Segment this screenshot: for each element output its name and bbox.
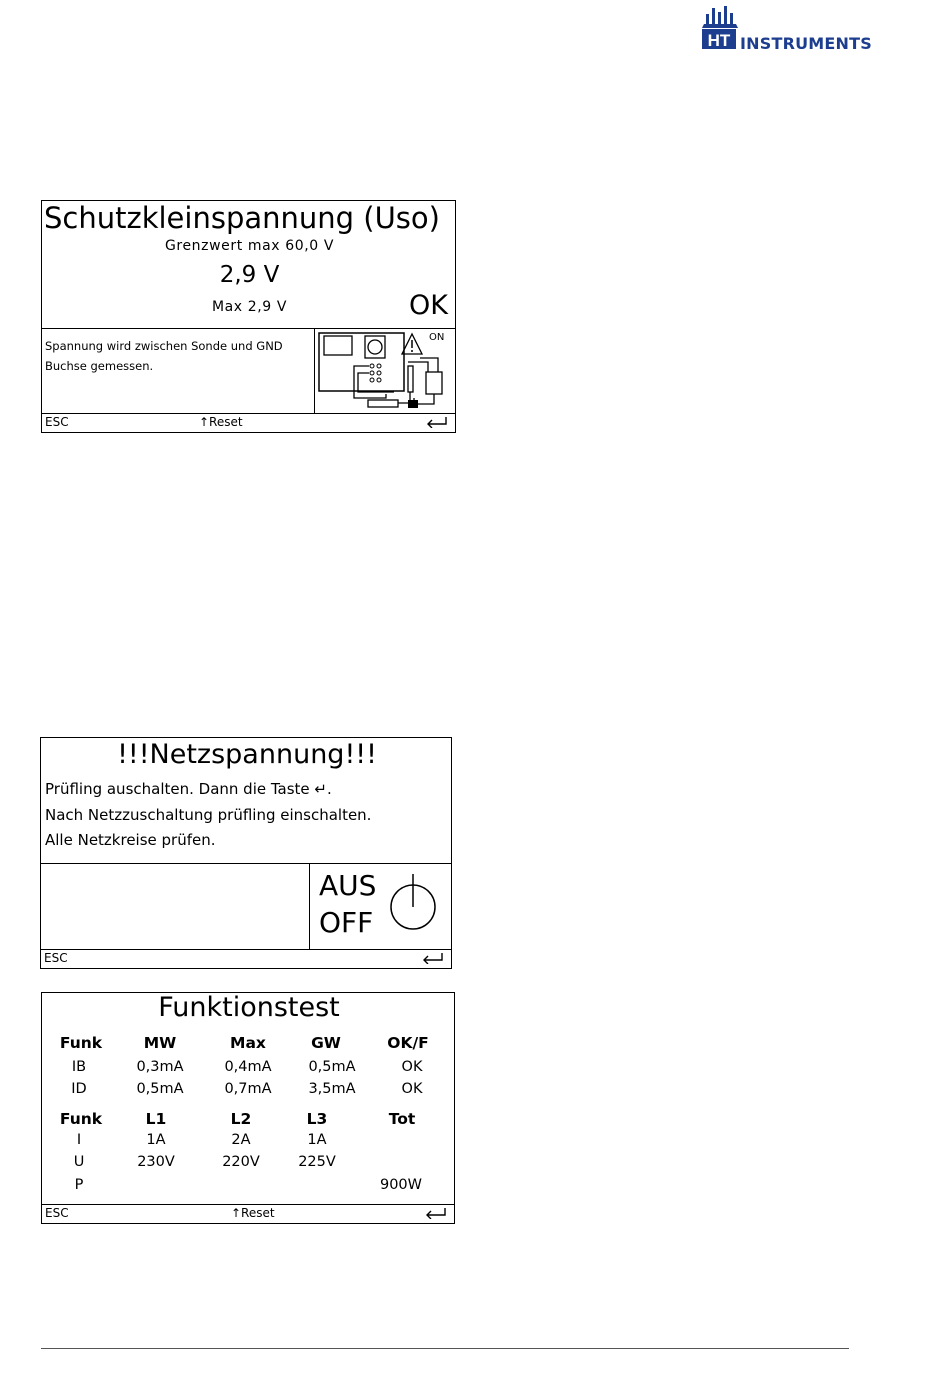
ht-logo-icon [700,4,740,52]
table-header: L3 [306,1110,328,1128]
svg-text:HT: HT [707,31,731,50]
description [45,336,313,376]
table-cell: 0,7mA [224,1081,272,1097]
connection-diagram-icon [316,330,454,414]
table-cell: 0,4mA [224,1059,272,1075]
enter-icon[interactable] [424,1207,448,1219]
logo-text: INSTRUMENTS [740,34,872,53]
description-line: Spannung wird zwischen Sonde und GND [45,339,283,353]
table-header: Funk [59,1034,103,1052]
measured-value: 2,9 V [219,262,280,288]
table-header: Max [230,1034,266,1052]
table-cell: ID [71,1081,87,1097]
screen-netzspannung [40,737,452,969]
table-cell: 2A [231,1132,251,1148]
esc-softkey[interactable]: ESC [45,415,69,429]
screen-schutzkleinspannung [41,200,456,433]
page-footer-rule [41,1348,849,1349]
esc-softkey[interactable]: ESC [44,951,68,965]
result-status: OK [409,290,448,321]
reset-softkey[interactable]: ↑Reset [199,415,243,429]
max-value: Max 2,9 V [211,299,288,315]
enter-icon[interactable] [421,952,445,964]
esc-softkey[interactable]: ESC [45,1206,69,1220]
table-header: GW [311,1034,341,1052]
table-cell: 3,5mA [308,1081,356,1097]
softkey-bar [42,1204,454,1223]
enter-icon[interactable] [425,416,449,428]
table-header: OK/F [387,1034,429,1052]
table-header: L2 [230,1110,252,1128]
divider [309,863,310,949]
screen-title: Funktionstest [158,992,340,1023]
limit-value: Grenzwert max 60,0 V [164,238,335,254]
state-de: AUS [319,869,377,902]
table-cell: 220V [222,1154,260,1170]
table-cell: I [76,1132,82,1148]
table-header: L1 [145,1110,167,1128]
ht-instruments-logo [700,4,885,52]
table-cell: 0,5mA [136,1081,184,1097]
reset-softkey[interactable]: ↑Reset [231,1206,275,1220]
svg-text:ON: ON [429,332,445,343]
table-cell: IB [71,1059,87,1075]
softkey-bar [42,413,455,432]
screen-title: Schutzkleinspannung (Uso) [44,201,440,235]
description-line: Buchse gemessen. [45,359,154,373]
state-en: OFF [319,906,374,939]
table-cell: 225V [298,1154,336,1170]
divider [314,328,315,414]
instruction-line: Alle Netzkreise prüfen. [45,831,216,849]
table-cell: 230V [137,1154,175,1170]
instruction-line: Nach Netzzuschaltung prüfling einschalten. [45,806,372,824]
table-cell: 1A [307,1132,327,1148]
table-cell: 0,3mA [136,1059,184,1075]
table-cell: 1A [146,1132,166,1148]
table-cell: OK [401,1081,423,1097]
table-cell: 900W [379,1177,422,1193]
table-cell: P [74,1177,84,1193]
table-header: Tot [388,1110,416,1128]
table-header: Funk [59,1110,103,1128]
table-header: MW [143,1034,177,1052]
table-cell: 0,5mA [308,1059,356,1075]
instruction-line: Prüfling auschalten. Dann die Taste ↵. [45,780,332,798]
divider [41,863,451,864]
table-cell: U [73,1154,85,1170]
table-cell: OK [401,1059,423,1075]
screen-funktionstest [41,992,455,1224]
screen-title: !!!Netzspannung!!! [117,739,377,770]
softkey-bar [41,949,451,968]
power-icon [388,872,438,932]
divider [42,328,455,329]
